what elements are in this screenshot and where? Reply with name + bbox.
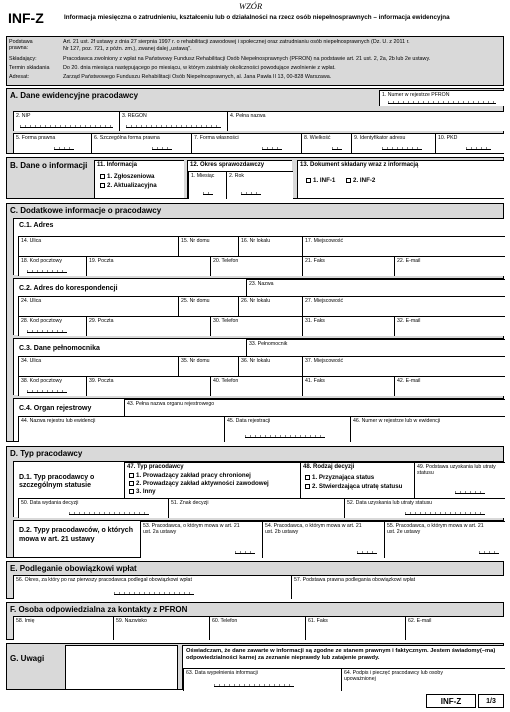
field-9[interactable]: 9. Identyfikator adresu xyxy=(351,133,435,153)
field-4[interactable]: 4. Pełna nazwa xyxy=(227,111,504,131)
field-34[interactable]: 34. Ulica xyxy=(18,356,178,376)
address-text: Zarząd Państwowego Funduszu Rehabilitacji Osób Niepełnosprawnych, al. Jana Pawła II 13, 00-828 Warszawa. xyxy=(63,74,332,80)
field-17[interactable]: 17. Miejscowość xyxy=(302,236,505,256)
field-44[interactable]: 44. Nazwa rejestru lub ewidencji xyxy=(18,416,224,442)
field-12-year[interactable]: 2. Rok xyxy=(226,171,293,199)
field-15[interactable]: 15. Nr domu xyxy=(178,236,238,256)
field-2[interactable]: 2. NIP xyxy=(13,111,119,131)
footer-page: 1/3 xyxy=(486,698,496,705)
form-title: Informacja miesięczna o zatrudnieniu, kształceniu lub o działalności na rzecz osób niepełnosprawnych – informacja ewidencyjna xyxy=(64,14,450,21)
section-b-title: B. Dane o informacji xyxy=(10,161,88,170)
field-18[interactable]: 18. Kod pocztowy xyxy=(18,256,86,276)
field-63[interactable]: 63. Data wypełnienia informacji xyxy=(183,668,341,691)
field-61[interactable]: 61. Faks xyxy=(305,616,405,640)
field-42[interactable]: 42. E-mail xyxy=(394,376,505,396)
section-f xyxy=(6,602,504,640)
field-41[interactable]: 41. Faks xyxy=(302,376,394,396)
field-19[interactable]: 19. Poczta xyxy=(86,256,210,276)
field-45[interactable]: 45. Data rejestracji xyxy=(224,416,350,442)
field-21[interactable]: 21. Faks xyxy=(302,256,394,276)
field-5[interactable]: 5. Forma prawna xyxy=(13,133,91,153)
field-30[interactable]: 30. Telefon xyxy=(210,316,302,336)
filer-label: Składający: xyxy=(9,56,37,62)
checkbox-48-1[interactable] xyxy=(305,475,310,480)
field-38[interactable]: 38. Kod pocztowy xyxy=(18,376,86,396)
section-d-title: D. Typ pracodawcy xyxy=(10,449,83,458)
field-53[interactable]: 53. Pracodawca, o którym mowa w art. 21 ust. 2a ustawy xyxy=(140,521,262,558)
form-code: INF-Z xyxy=(8,10,44,26)
field-16[interactable]: 16. Nr lokalu xyxy=(238,236,302,256)
field-57[interactable]: 57. Podstawa prawna podlegania obowiązkowi wpłat xyxy=(291,575,504,599)
field-49[interactable]: 49. Podstawa uzyskania lub utraty statusu xyxy=(414,462,505,498)
c3-block: C.3. Dane pełnomocnika 33. Pełnomocnik 34. Ulica 35. Nr domu 36. Nr lokalu 37. Miejscowość 38. Kod pocztowy 39. Poczta 40. Telefon 41. Faks 42. E-mail xyxy=(13,338,504,395)
field-51[interactable]: 51. Znak decyzji xyxy=(168,498,344,518)
deadline-label: Termin składania xyxy=(9,65,50,71)
section-f-title: F. Osoba odpowiedzialna za kontakty z PFRON xyxy=(10,605,188,614)
footer-code: INF-Z xyxy=(440,697,462,706)
field-31[interactable]: 31. Faks xyxy=(302,316,394,336)
field-37[interactable]: 37. Miejscowość xyxy=(302,356,505,376)
field-33[interactable]: 33. Pełnomocnik xyxy=(246,339,505,356)
field-13: 13. Dokument składany wraz z informacją 1. INF-1 2. INF-2 xyxy=(297,160,504,198)
declaration-block xyxy=(182,645,504,690)
d2-block: D.2. Typy pracodawców, o których mowa w art. 21 ustawy 53. Pracodawca, o którym mowa w art. 21 ust. 2a ustawy 54. Pracodawca, o którym mowa w art. 21 ust. 2b ustawy 55. Pracodawca, o którym mowa w art. 21 ust. 2e ustawy xyxy=(13,520,504,557)
c4-block: C.4. Organ rejestrowy 43. Pełna nazwa organu rejestrowego 44. Nazwa rejestru lub ewidencji 45. Data rejestracji 46. Numer w rejestrze lub w ewidencji xyxy=(13,398,504,441)
field-47: 47. Typ pracodawcy 1. Prowadzący zakład pracy chronionej 2. Prowadzący zakład aktywności zawodowej 3. Inny xyxy=(124,462,300,498)
checkbox-47-3[interactable] xyxy=(129,489,134,494)
checkbox-47-1[interactable] xyxy=(129,473,134,478)
checkbox-11-2[interactable] xyxy=(100,183,105,188)
d1-block: D.1. Typ pracodawcy o szczególnym statusie 47. Typ pracodawcy 1. Prowadzący zakład pracy chronionej 2. Prowadzący zakład aktywności zawodowej 3. Inny 48. Rodzaj decyzji 1. Przyznająca status 2. Stwierdzająca utratę statusu 49. Podstawa uzyskania lub utraty statusu 50. Data wydania decyzji 51. Znak decyzji 52. Data uzyskania lub utraty statusu xyxy=(13,461,504,517)
field-14[interactable]: 14. Ulica xyxy=(18,236,178,256)
field-27[interactable]: 27. Miejscowość xyxy=(302,296,505,316)
field-8[interactable]: 8. Wielkość xyxy=(301,133,351,153)
declaration-text: Oświadczam, że dane zawarte w informacji są zgodne ze stanem prawnym i faktycznym. Jestem świadomy(–ma) odpowiedzialności karnej za zeznanie nieprawdy lub zatajenie prawdy. xyxy=(186,648,496,661)
field-11: 11. Informacja 1. Zgłoszeniowa 2. Aktualizacyjna xyxy=(94,160,184,198)
field-54[interactable]: 54. Pracodawca, o którym mowa w art. 21 ust. 2b ustawy xyxy=(262,521,384,558)
field-64[interactable]: 64. Podpis i pieczęć pracodawcy lub osoby upoważnionej xyxy=(341,668,505,691)
field-46[interactable]: 46. Numer w rejestrze lub w ewidencji xyxy=(350,416,505,442)
field-62[interactable]: 62. E-mail xyxy=(405,616,504,640)
section-g-title: G. Uwagi xyxy=(10,654,45,663)
field-26[interactable]: 26. Nr lokalu xyxy=(238,296,302,316)
field-40[interactable]: 40. Telefon xyxy=(210,376,302,396)
field-32[interactable]: 32. E-mail xyxy=(394,316,505,336)
field-3[interactable]: 3. REGON xyxy=(119,111,227,131)
checkbox-13-2[interactable] xyxy=(346,178,351,183)
remarks-field[interactable] xyxy=(65,645,178,690)
basis-text-2: Nr 127, poz. 721, z późn. zm.), zwanej dalej „ustawą". xyxy=(63,46,192,52)
field-1[interactable]: 1. Numer w rejestrze PFRON xyxy=(379,90,504,106)
field-35[interactable]: 35. Nr domu xyxy=(178,356,238,376)
field-48: 48. Rodzaj decyzji 1. Przyznająca status 2. Stwierdzająca utratę statusu xyxy=(300,462,414,498)
field-60[interactable]: 60. Telefon xyxy=(209,616,305,640)
header-info xyxy=(6,36,504,86)
section-e-title: E. Podleganie obowiązkowi wpłat xyxy=(10,564,137,573)
field-12-month[interactable]: 1. Miesiąc xyxy=(188,171,226,199)
section-c-title: C. Dodatkowe informacje o pracodawcy xyxy=(10,206,162,215)
field-52[interactable]: 52. Data uzyskania lub utraty statusu xyxy=(344,498,505,518)
field-6[interactable]: 6. Szczególna forma prawna xyxy=(91,133,191,153)
field-29[interactable]: 29. Poczta xyxy=(86,316,210,336)
field-10[interactable]: 10. PKD xyxy=(435,133,504,153)
checkbox-11-1[interactable] xyxy=(100,174,105,179)
field-43[interactable]: 43. Pełna nazwa organu rejestrowego xyxy=(124,399,505,416)
field-39[interactable]: 39. Poczta xyxy=(86,376,210,396)
section-d xyxy=(6,446,504,558)
field-36[interactable]: 36. Nr lokalu xyxy=(238,356,302,376)
watermark: WZÓR xyxy=(239,1,263,11)
field-23[interactable]: 23. Nazwa xyxy=(246,279,505,296)
deadline-text: Do 20. dnia miesiąca następującego po miesiącu, w którym zaistniały okoliczności powodujące zwolnienie z wpłat. xyxy=(63,65,336,71)
field-12: 12. Okres sprawozdawczy 1. Miesiąc 2. Rok xyxy=(187,160,292,198)
c1-block: C.1. Adres 14. Ulica 15. Nr domu 16. Nr lokalu 17. Miejscowość 18. Kod pocztowy 19. Poczta 20. Telefon 21. Faks 22. E-mail xyxy=(13,218,504,275)
footer-page-box xyxy=(478,694,504,708)
checkbox-47-2[interactable] xyxy=(129,481,134,486)
footer-code-box xyxy=(426,694,476,708)
basis-text-1: Art. 21 ust. 2f ustawy z dnia 27 sierpnia 1997 r. o rehabilitacji zawodowej i społecznej oraz zatrudnianiu osób niepełnosprawnych (Dz. U. z 2011 r. xyxy=(63,39,410,45)
address-label: Adresat: xyxy=(9,74,30,80)
field-59[interactable]: 59. Nazwisko xyxy=(113,616,209,640)
field-24[interactable]: 24. Ulica xyxy=(18,296,178,316)
filer-text: Pracodawca zwolniony z wpłat na Państwowy Fundusz Rehabilitacji Osób Niepełnosprawnych (PFRON) na podstawie art. 21 ust. 2, 2a, 2b lub 2e ustawy. xyxy=(63,56,431,62)
section-a-title: A. Dane ewidencyjne pracodawcy xyxy=(10,91,139,100)
c2-block: C.2. Adres do korespondencji 23. Nazwa 24. Ulica 25. Nr domu 26. Nr lokalu 27. Miejscowość 28. Kod pocztowy 29. Poczta 30. Telefon 31. Faks 32. E-mail xyxy=(13,278,504,335)
field-56[interactable]: 56. Okres, za który po raz pierwszy pracodawca podlegał obowiązkowi wpłat xyxy=(13,575,291,599)
section-b xyxy=(6,157,504,199)
field-28[interactable]: 28. Kod pocztowy xyxy=(18,316,86,336)
field-55[interactable]: 55. Pracodawca, o którym mowa w art. 21 ust. 2e ustawy xyxy=(384,521,505,558)
field-50[interactable]: 50. Data wydania decyzji xyxy=(18,498,168,518)
field-7[interactable]: 7. Forma własności xyxy=(191,133,301,153)
section-e xyxy=(6,561,504,599)
basis-label: Podstawa prawna: xyxy=(9,39,33,52)
section-c xyxy=(6,203,504,442)
checkbox-13-1[interactable] xyxy=(306,178,311,183)
checkbox-48-2[interactable] xyxy=(305,484,310,489)
field-25[interactable]: 25. Nr domu xyxy=(178,296,238,316)
field-58[interactable]: 58. Imię xyxy=(13,616,113,640)
field-20[interactable]: 20. Telefon xyxy=(210,256,302,276)
section-g xyxy=(6,643,504,690)
field-22[interactable]: 22. E-mail xyxy=(394,256,505,276)
section-a xyxy=(6,88,504,154)
